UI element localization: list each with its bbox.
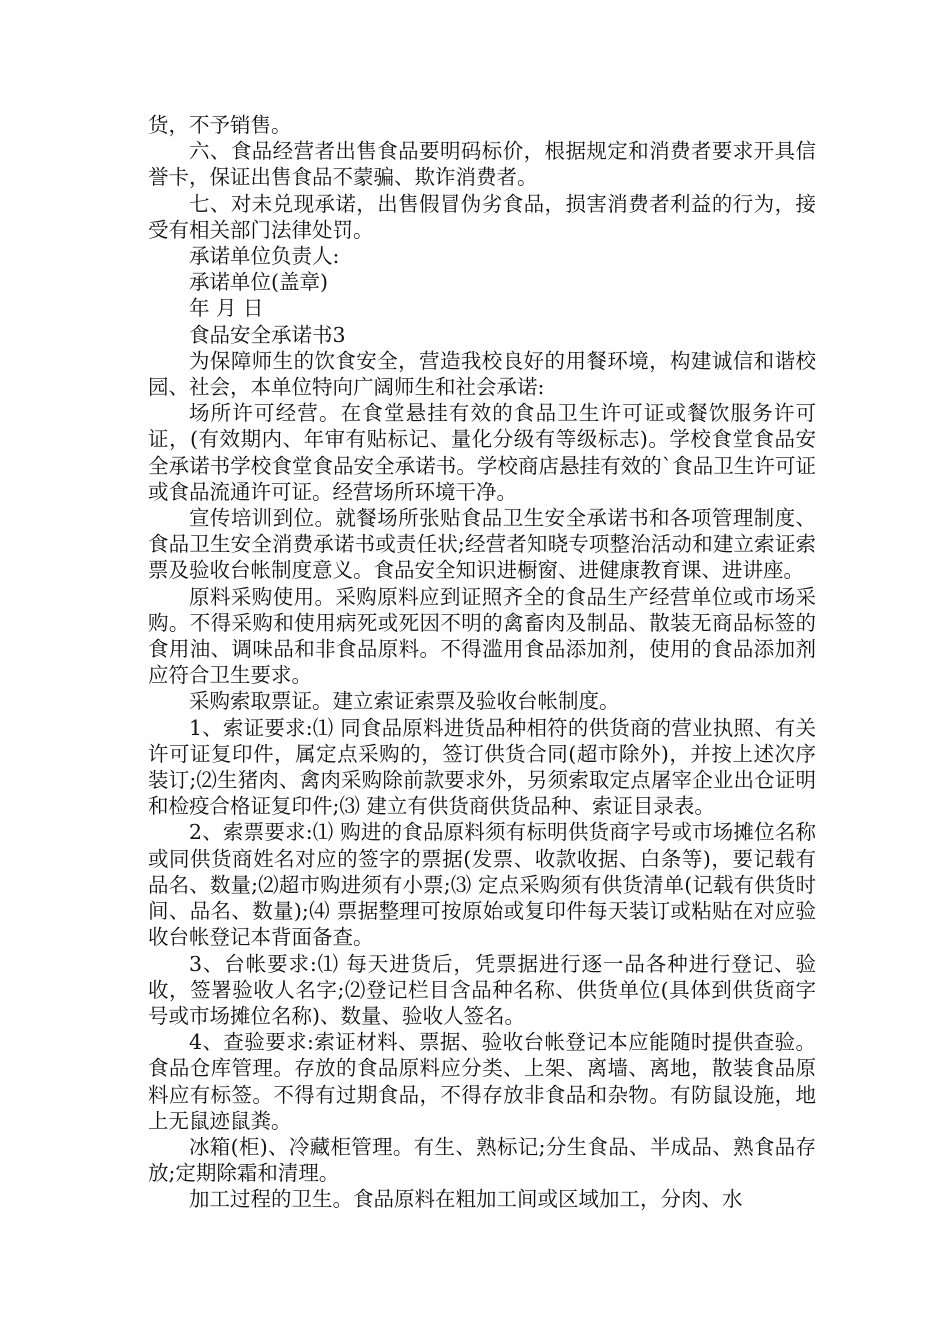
paragraph-9: 场所许可经营。在食堂悬挂有效的食品卫生许可证或餐饮服务许可证，(有效期内、年审有贴标记、量化分级有等级标志)。学校食堂食品安全承诺书学校食堂食品安全承诺书。学校商店悬挂有效的`食品卫生许可证或食品流通许可证。经营场所环境干净。 bbox=[148, 401, 816, 504]
paragraph-2: 六、食品经营者出售食品要明码标价，根据规定和消费者要求开具信誉卡，保证出售食品不蒙骗、欺诈消费者。 bbox=[148, 139, 816, 190]
paragraph-17: 冰箱(柜)、冷藏柜管理。有生、熟标记;分生食品、半成品、熟食品存放;定期除霜和清理。 bbox=[148, 1134, 816, 1186]
paragraph-15: 3、台帐要求:⑴ 每天进货后，凭票据进行逐一品各种进行登记、验收，签署验收人名字;⑵登记栏目含品种名称、供货单位(具体到供货商字号或市场摊位名称)、数量、验收人签名。 bbox=[148, 951, 816, 1028]
section-heading: 食品安全承诺书3 bbox=[189, 322, 346, 347]
paragraph-1: 货，不予销售。 bbox=[148, 113, 292, 137]
paragraph-10: 宣传培训到位。就餐场所张贴食品卫生安全承诺书和各项管理制度、食品卫生安全消费承诺书或责任状;经营者知晓专项整治活动和建立索证索票及验收台帐制度意义。食品安全知识进橱窗、进健康教育课、进讲座。 bbox=[148, 506, 816, 583]
paragraph-18: 加工过程的卫生。食品原料在粗加工间或区域加工，分肉、水 bbox=[189, 1187, 743, 1212]
paragraph-11: 原料采购使用。采购原料应到证照齐全的食品生产经营单位或市场采购。不得采购和使用病死或死因不明的禽畜肉及制品、散装无商品标签的食用油、调味品和非食品原料。不得滥用食品添加剂，使用的食品添加剂应符合卫生要求。 bbox=[148, 584, 816, 688]
paragraph-16: 4、查验要求:索证材料、票据、验收台帐登记本应能随时提供查验。食品仓库管理。存放的食品原料应分类、上架、离墙、离地，散装食品原料应有标签。不得有过期食品，不得存放非食品和杂物。有防鼠设施，地上无鼠迹鼠粪。 bbox=[148, 1030, 816, 1133]
paragraph-12: 采购索取票证。建立索证索票及验收台帐制度。 bbox=[189, 689, 620, 714]
seal-line: 承诺单位(盖章) bbox=[189, 270, 328, 295]
paragraph-14: 2、索票要求:⑴ 购进的食品原料须有标明供货商字号或市场摊位名称或同供货商姓名对应的签字的票据(发票、收款收据、白条等)，要记载有品名、数量;⑵超市购进须有小票;⑶ 定点采购须有供货清单(记载有供货时间、品名、数量);⑷ 票据整理可按原始或复印件每天装订或粘贴在对应验收台帐登记本背面备查。 bbox=[148, 820, 816, 950]
document-page bbox=[148, 112, 816, 1213]
paragraph-8: 为保障师生的饮食安全，营造我校良好的用餐环境，构建诚信和谐校园、社会，本单位特向广阔师生和社会承诺: bbox=[148, 348, 816, 400]
paragraph-13: 1、索证要求:⑴ 同食品原料进货品种相符的供货商的营业执照、有关许可证复印件，属定点采购的，签订供货合同(超市除外)，并按上述次序装订;⑵生猪肉、禽肉采购除前款要求外，另须索取定点屠宰企业出仓证明和检疫合格证复印件;⑶ 建立有供货商供货品种、索证目录表。 bbox=[148, 715, 816, 819]
signatory-line: 承诺单位负责人: bbox=[189, 244, 340, 269]
date-line: 年 月 日 bbox=[189, 296, 264, 321]
paragraph-3: 七、对未兑现承诺，出售假冒伪劣食品，损害消费者利益的行为，接受有相关部门法律处罚。 bbox=[148, 191, 816, 242]
